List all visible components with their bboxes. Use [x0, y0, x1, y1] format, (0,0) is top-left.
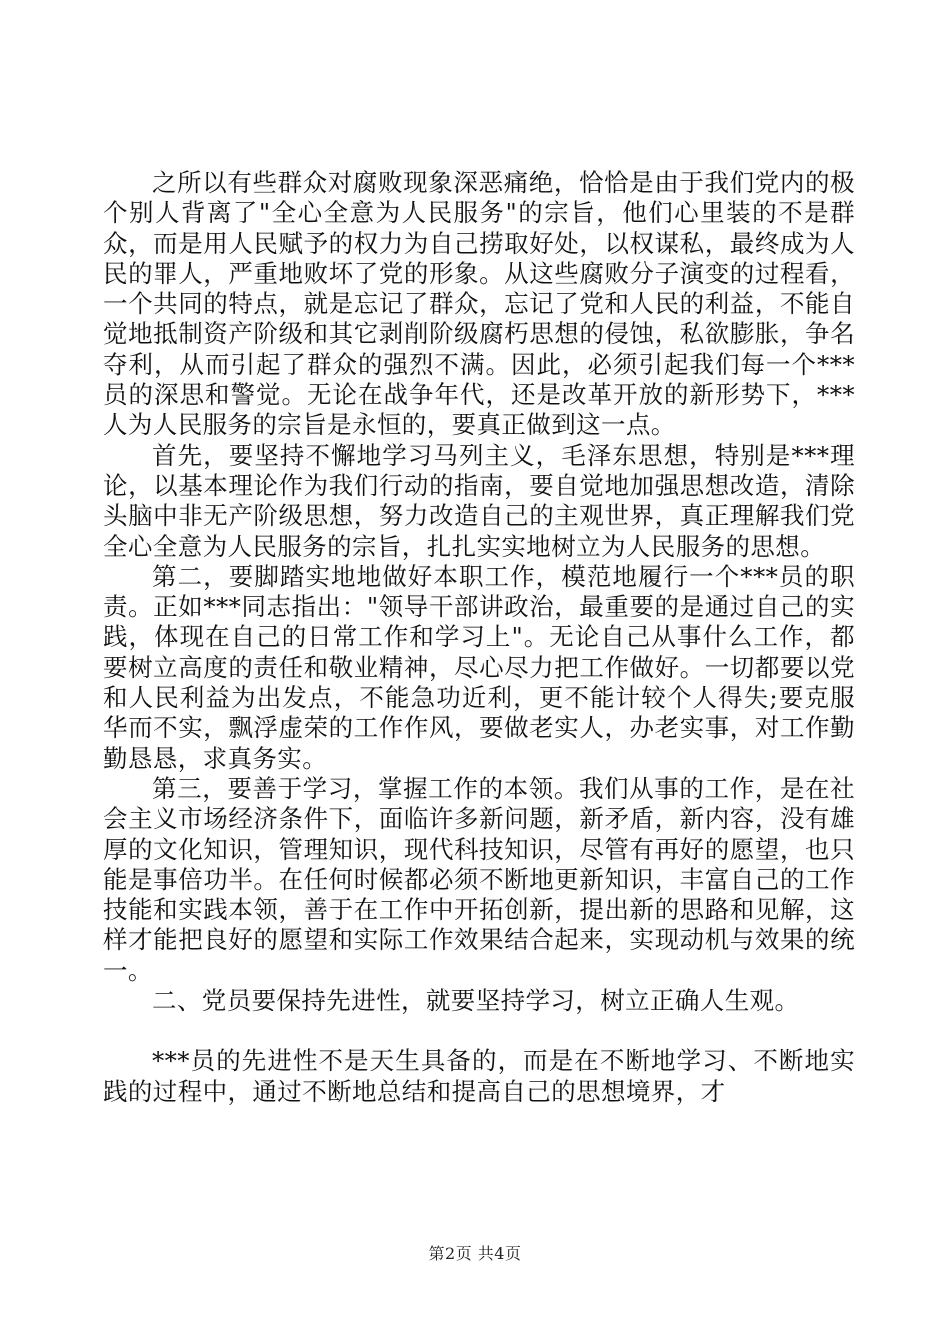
paragraph-third-point: 第三，要善于学习，掌握工作的本领。我们从事的工作，是在社会主义市场经济条件下，面临许多新问题，新矛盾，新内容，没有雄厚的文化知识，管理知识，现代科技知识，尽管有再好的愿望，也只能是事倍功半。在任何时候都必须不断地更新知识，丰富自己的工作技能和实践本领，善于在工作中开拓创新，提出新的思路和见解，这样才能把良好的愿望和实际工作效果结合起来，实现动机与效果的统一。 — [103, 773, 855, 985]
page-number: 第2页 共4页 — [428, 1244, 522, 1263]
document-body — [103, 168, 855, 1107]
paragraph-advancement: ***员的先进性不是天生具备的，而是在不断地学习、不断地实践的过程中，通过不断地总结和提高自己的思想境界，才 — [103, 1046, 855, 1106]
paragraph-second-point: 第二，要脚踏实地地做好本职工作，模范地履行一个***员的职责。正如***同志指出："领导干部讲政治，最重要的是通过自己的实践，体现在自己的日常工作和学习上"。无论自己从事什么工作，都要树立高度的责任和敬业精神，尽心尽力把工作做好。一切都要以党和人民利益为出发点，不能急功近利，更不能计较个人得失;要克服华而不实，飘浮虚荣的工作作风，要做老实人，办老实事，对工作勤勤恳恳，求真务实。 — [103, 561, 855, 773]
page-footer — [0, 1244, 950, 1264]
paragraph-first-point: 首先，要坚持不懈地学习马列主义，毛泽东思想，特别是***理论，以基本理论作为我们行动的指南，要自觉地加强思想改造，清除头脑中非无产阶级思想，努力改造自己的主观世界，真正理解我们党全心全意为人民服务的宗旨，扎扎实实地树立为人民服务的思想。 — [103, 440, 855, 561]
paragraph-corruption-intro: 之所以有些群众对腐败现象深恶痛绝，恰恰是由于我们党内的极个别人背离了"全心全意为人民服务"的宗旨，他们心里装的不是群众，而是用人民赋予的权力为自己捞取好处，以权谋私，最终成为人民的罪人，严重地败坏了党的形象。从这些腐败分子演变的过程看，一个共同的特点，就是忘记了群众，忘记了党和人民的利益，不能自觉地抵制资产阶级和其它剥削阶级腐朽思想的侵蚀，私欲膨胀，争名夺利，从而引起了群众的强烈不满。因此，必须引起我们每一个***员的深思和警觉。无论在战争年代，还是改革开放的新形势下，***人为人民服务的宗旨是永恒的，要真正做到这一点。 — [103, 168, 855, 440]
section-heading: 二、党员要保持先进性，就要坚持学习，树立正确人生观。 — [152, 986, 800, 1016]
